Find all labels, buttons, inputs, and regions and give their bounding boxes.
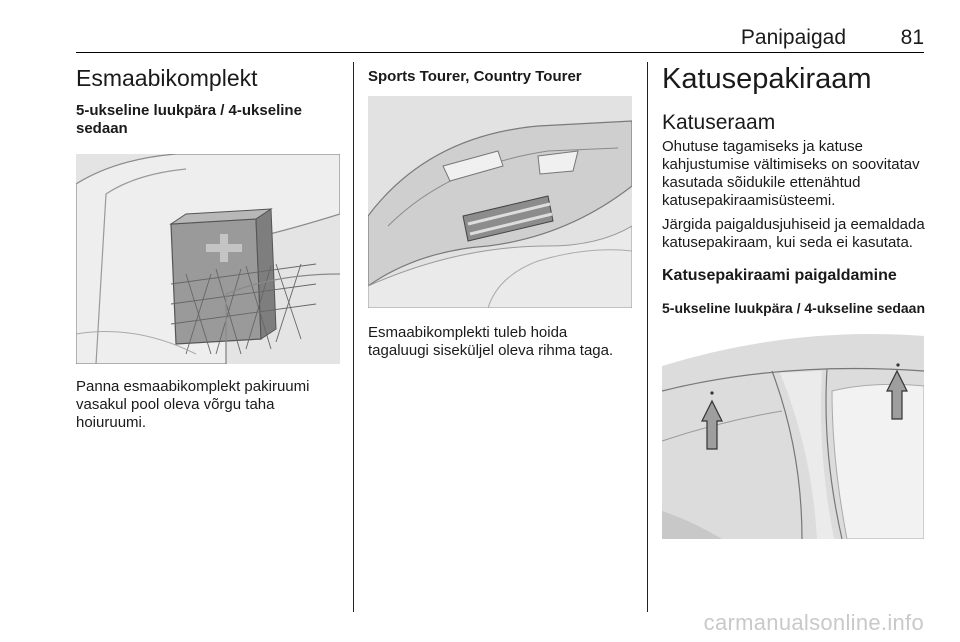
figure-roof-rack-mounts <box>662 331 924 539</box>
section-title: Katusepakiraami paigaldamine <box>662 267 897 284</box>
subheading: Sports Tourer, Country Tourer <box>368 68 582 85</box>
page-number: 81 <box>900 26 924 49</box>
figure-first-aid-kit <box>76 154 340 364</box>
subsection-heading: Katuseraam <box>662 111 776 134</box>
column-divider <box>353 62 354 612</box>
section-heading: Esmaabikomplekt <box>76 65 258 91</box>
body-text: Järgida paigaldusjuhiseid ja eemaldada katusepakiraam, kui seda ei kasutata. <box>662 216 925 251</box>
body-text: Ohutuse tagamiseks ja katuse kahjustumise vältimiseks on soovitatav kasutada sõidukile ettenähtud katusepakiraamisüsteemi. <box>662 138 920 209</box>
column-sports-tourer <box>368 62 632 360</box>
figure-tailgate-strap <box>368 96 632 308</box>
body-text: Panna esmaabikomplekt pakiruumi vasakul pool oleva võrgu taha hoiuruumi. <box>76 378 310 431</box>
chapter-title: Panipaigad <box>740 26 846 49</box>
subheading: 5-ukseline luukpära / 4-ukseline sedaan <box>76 102 302 137</box>
subheading: 5-ukseline luukpära / 4-ukseline sedaan <box>662 300 925 316</box>
body-text: Esmaabikomplekti tuleb hoida tagaluugi siseküljel oleva rihma taga. <box>368 324 614 359</box>
column-first-aid <box>76 62 340 432</box>
column-roof-rack <box>662 62 926 539</box>
page-header <box>76 24 924 53</box>
column-divider <box>647 62 648 612</box>
section-heading: Katusepakiraam <box>662 63 872 95</box>
watermark: carmanualsonline.info <box>703 610 924 635</box>
